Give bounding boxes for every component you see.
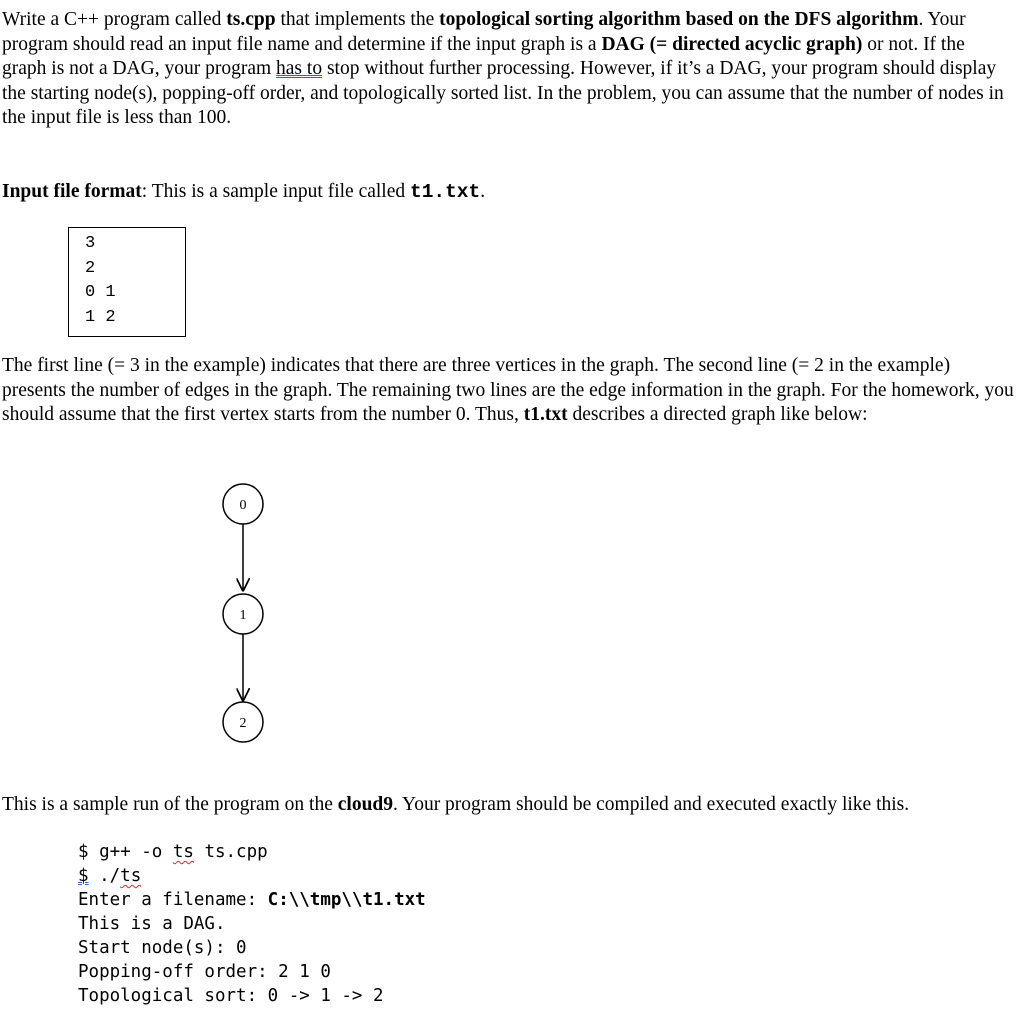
sample-run-text-2: . Your program should be compiled and executed exactly like this. — [393, 794, 910, 815]
explanation-text-1: The first line (= 3 in the example) indicates that there are three vertices in the graph. The second line (= 2 in the example) presents the number of edges in the graph. The remaining two lines are the edge information in the graph. For the homework, you should assume that the first vertex starts from the number 0. Thus, — [2, 355, 1014, 425]
input-format-end: . — [480, 181, 486, 202]
terminal-line-run — [78, 864, 426, 888]
node-2-label: 2 — [239, 716, 247, 731]
terminal-line-popping: Popping-off order: 2 1 0 — [78, 962, 331, 982]
intro-has-to: has to — [276, 58, 323, 79]
terminal-text: ./ — [88, 866, 121, 886]
terminal-text: C:\\tmp\\t1.txt — [267, 890, 426, 910]
intro-dag-definition: DAG (= directed acyclic graph) — [601, 33, 863, 55]
node-0-label: 0 — [239, 498, 247, 513]
terminal-line-dag: This is a DAG. — [78, 914, 226, 934]
intro-text-1: Write a C++ program called — [2, 9, 227, 30]
terminal-line-start: Start node(s): 0 — [78, 938, 247, 958]
explanation-filename: t1.txt — [523, 404, 568, 425]
intro-filename: ts.cpp — [226, 9, 276, 30]
input-format-paragraph — [2, 180, 1014, 205]
graph-diagram — [205, 480, 285, 750]
intro-text-4: or not. If the graph is not a DAG, your program — [2, 33, 965, 79]
file-line: 2 — [85, 258, 96, 278]
terminal-line-filename — [78, 888, 426, 912]
intro-paragraph — [2, 8, 1014, 131]
sample-file-box — [68, 227, 186, 337]
terminal-text: $ g++ -o — [78, 842, 173, 862]
input-format-label: Input file format — [2, 181, 142, 202]
terminal-line-sort: Topological sort: 0 -> 1 -> 2 — [78, 986, 384, 1006]
terminal-output — [78, 840, 426, 1008]
terminal-text: $ — [78, 866, 89, 886]
input-format-filename: t1.txt — [410, 181, 481, 203]
sample-run-platform: cloud9 — [337, 794, 394, 815]
file-line: 1 2 — [85, 307, 116, 327]
intro-text-2: that implements the — [275, 9, 440, 30]
input-format-text: : This is a sample input file called — [141, 181, 410, 202]
terminal-text: ts.cpp — [193, 842, 268, 862]
intro-text-3: . Your program should read an input file name and determine if the input graph is a — [2, 9, 966, 55]
sample-run-text-1: This is a sample run of the program on the — [2, 794, 338, 815]
explanation-paragraph — [2, 354, 1014, 428]
node-1-label: 1 — [239, 608, 247, 623]
terminal-text: ts — [120, 866, 142, 886]
terminal-text: ts — [172, 842, 194, 862]
terminal-line-compile — [78, 840, 426, 864]
file-line: 0 1 — [85, 283, 116, 302]
terminal-text: Enter a filename: — [78, 890, 268, 910]
file-line: 3 — [85, 234, 96, 253]
explanation-text-2: describes a directed graph like below: — [567, 404, 868, 425]
intro-text-5: stop without further processing. However, if it’s a DAG, your program should display the starting node(s), popping-off order, and topologically sorted list. In the problem, you can assume that the number of nodes in the input file is less than 100. — [2, 58, 1004, 128]
sample-run-paragraph — [2, 793, 1014, 818]
intro-algorithm: topological sorting algorithm based on the DFS algorithm — [439, 9, 919, 30]
